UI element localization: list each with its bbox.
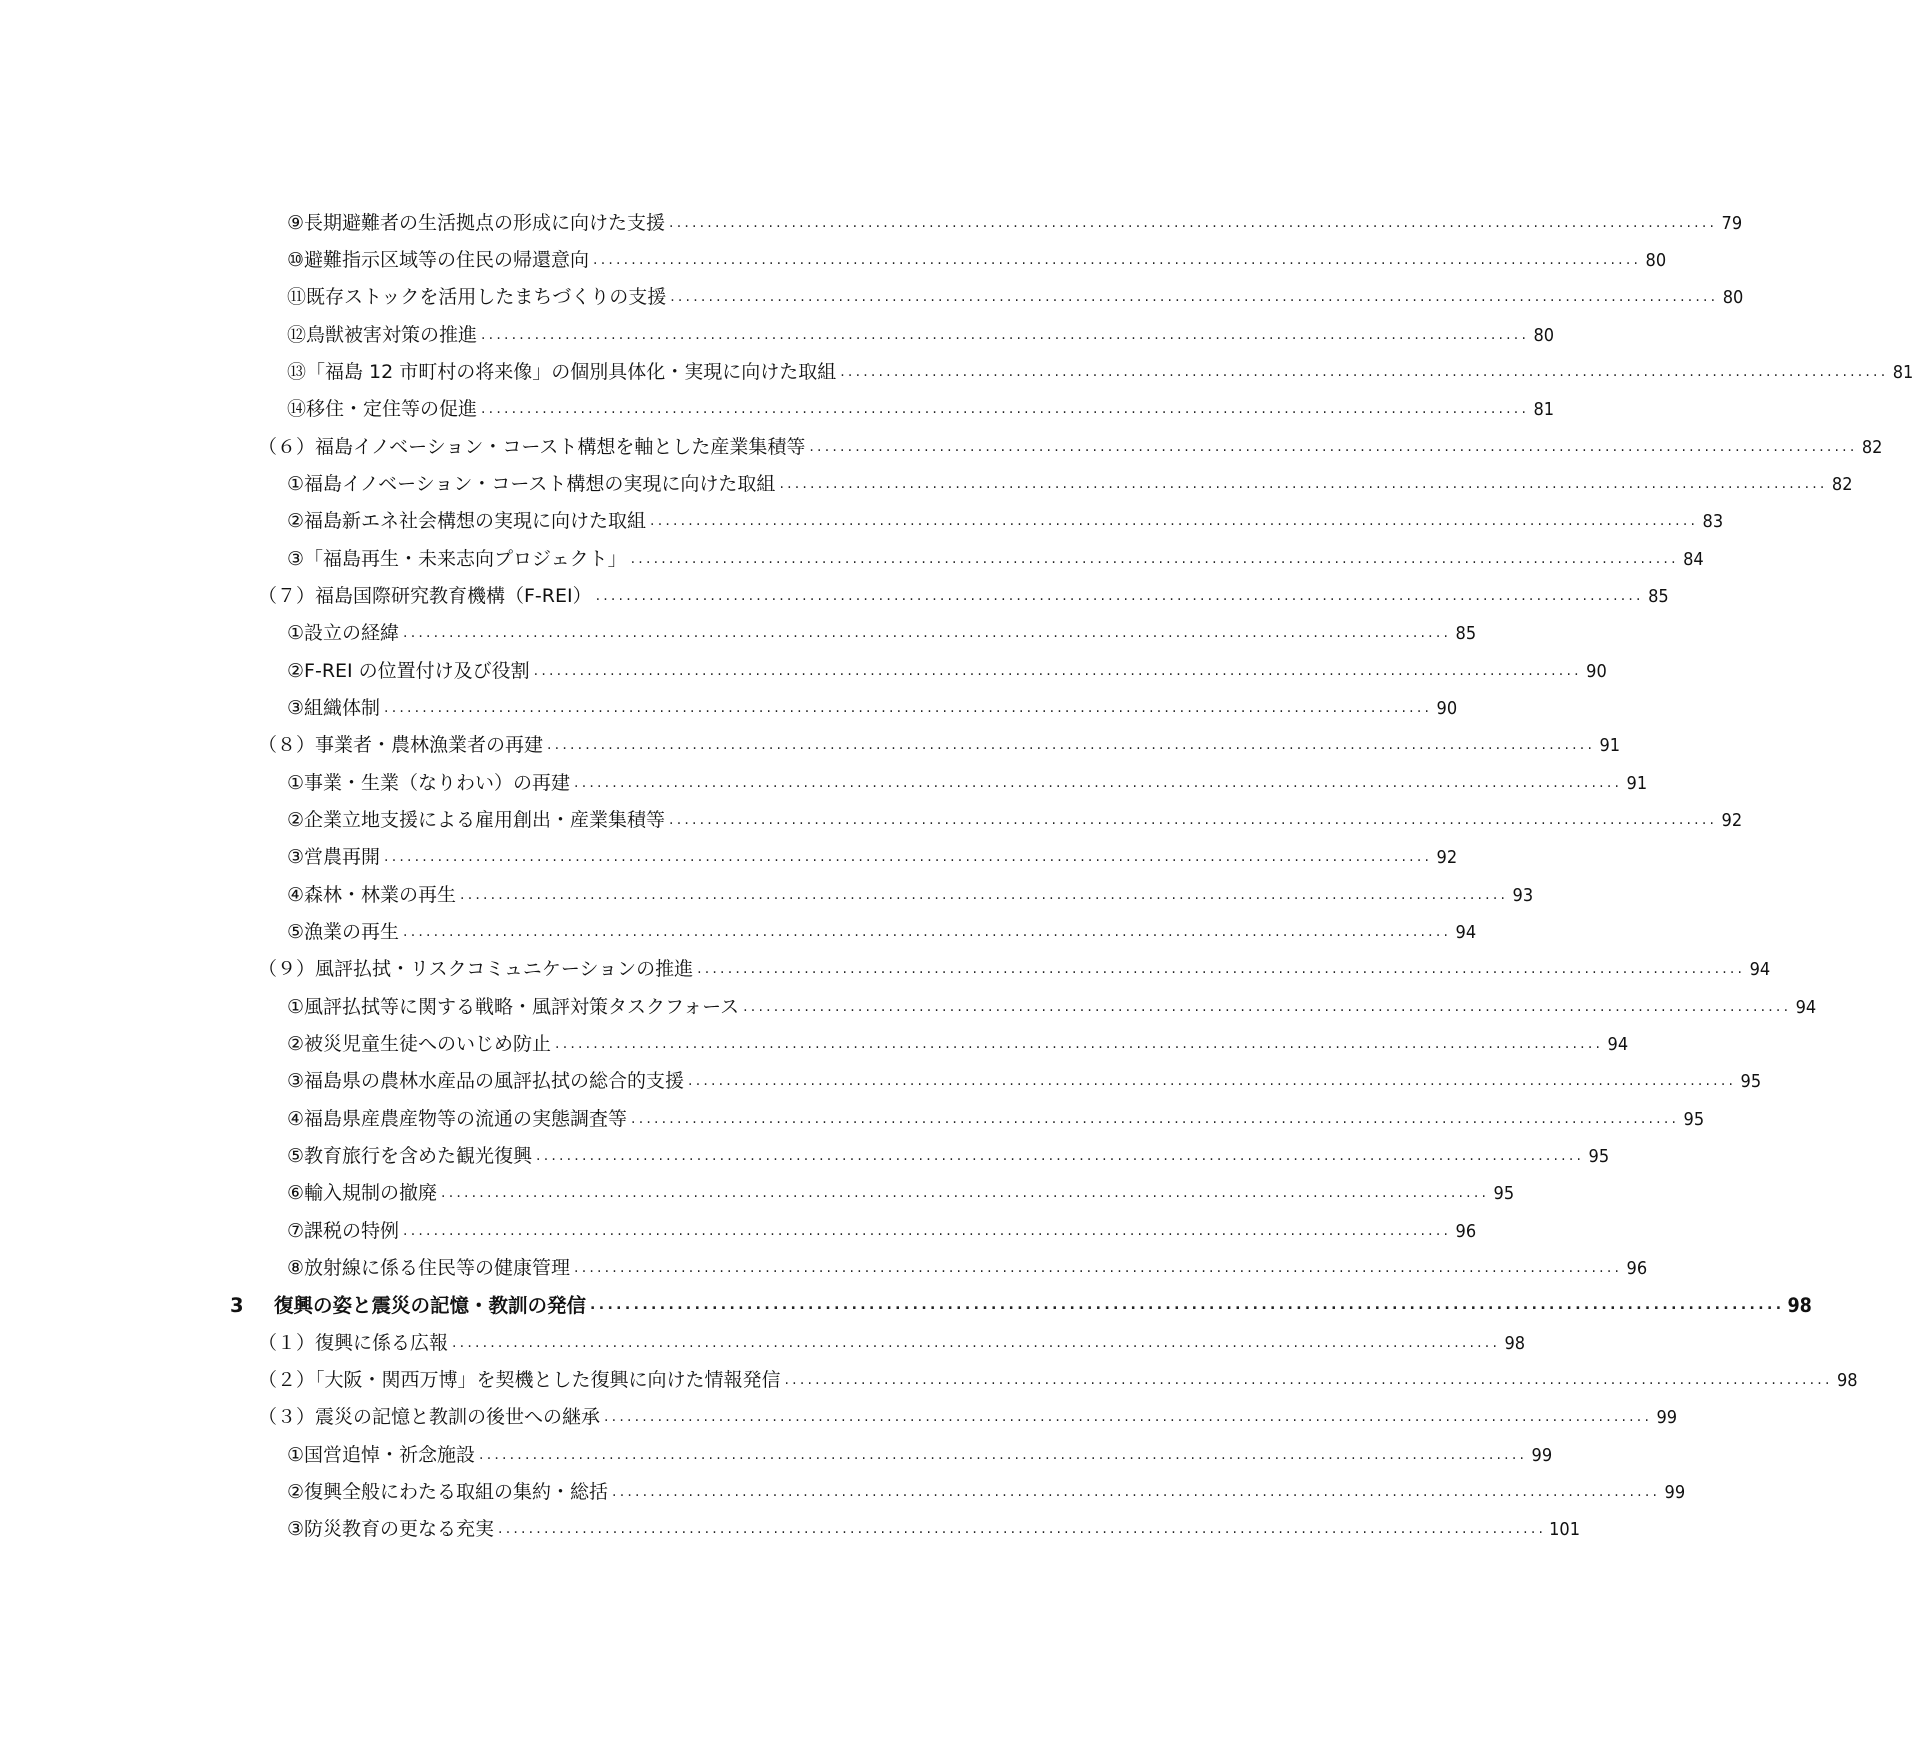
toc-entry-page: 85 <box>1648 586 1669 607</box>
toc-entry[interactable] <box>287 839 1458 876</box>
toc-entry[interactable] <box>287 1063 1762 1100</box>
toc-entry-page: 82 <box>1861 437 1883 458</box>
toc-entry-title: ⑩避難指示区域等の住民の帰還意向 <box>287 249 590 271</box>
dot-leader: ......................................................................................................................................... <box>441 1185 1490 1201</box>
toc-entry-title: ⑧放射線に係る住民等の健康管理 <box>287 1257 571 1279</box>
toc-entry[interactable] <box>287 1213 1477 1250</box>
toc-entry[interactable] <box>287 989 1817 1026</box>
dot-leader: ......................................................................................................................................... <box>384 700 1433 716</box>
dot-leader: ......................................................................................................................................... <box>481 401 1530 417</box>
toc-entry[interactable] <box>258 429 1883 466</box>
dot-leader: ......................................................................................................................................... <box>384 849 1433 865</box>
dot-leader: ......................................................................................................................................... <box>547 737 1596 753</box>
toc-entry-page: 95 <box>1740 1071 1762 1092</box>
toc-entry-title: （３）震災の記憶と教訓の後世への継承 <box>258 1406 601 1428</box>
toc-entry[interactable] <box>287 1437 1553 1474</box>
dot-leader: ......................................................................................................................................... <box>479 1447 1528 1463</box>
toc-entry[interactable] <box>287 1175 1515 1212</box>
toc-entry-title: （６）福島イノベーション・コースト構想を軸とした産業集積等 <box>258 436 806 458</box>
toc-entry-page: 98 <box>1787 1294 1812 1317</box>
dot-leader: ......................................................................................................................................... <box>688 1073 1737 1089</box>
toc-entry-page: 94 <box>1607 1034 1629 1055</box>
toc-entry-title: ⑬「福島 12 市町村の将来像」の個別具体化・実現に向けた取組 <box>287 361 837 383</box>
dot-leader: ......................................................................................................................................... <box>574 1260 1623 1276</box>
toc-entry-page: 101 <box>1549 1519 1581 1540</box>
toc-entry-page: 96 <box>1455 1221 1477 1242</box>
toc-entry-page: 85 <box>1455 623 1477 644</box>
toc-entry-page: 96 <box>1626 1258 1648 1279</box>
dot-leader: ......................................................................................................................................... <box>743 999 1792 1015</box>
dot-leader: ......................................................................................................................................... <box>533 663 1582 679</box>
toc-entry-title: ②企業立地支援による雇用創出・産業集積等 <box>287 809 666 831</box>
toc-entry-title: ④森林・林業の再生 <box>287 884 457 906</box>
dot-leader: ......................................................................................................................................... <box>590 1297 1785 1313</box>
dot-leader: ......................................................................................................................................... <box>669 215 1718 231</box>
toc-entry-title: ⑥輸入規制の撤廃 <box>287 1182 438 1204</box>
toc-entry[interactable] <box>287 391 1555 428</box>
toc-entry[interactable] <box>287 279 1744 316</box>
toc-entry[interactable] <box>287 503 1724 540</box>
toc-entry[interactable] <box>287 653 1607 690</box>
toc-entry[interactable] <box>287 242 1667 279</box>
dot-leader: ......................................................................................................................................... <box>697 961 1746 977</box>
dot-leader: ......................................................................................................................................... <box>784 1372 1833 1388</box>
toc-entry[interactable] <box>258 1399 1678 1436</box>
toc-entry-title: ⑪既存ストックを活用したまちづくりの支援 <box>287 286 667 308</box>
toc-entry-page: 99 <box>1531 1445 1553 1466</box>
toc-entry-page: 92 <box>1436 847 1458 868</box>
toc-entry[interactable] <box>287 765 1648 802</box>
toc-entry[interactable] <box>258 727 1621 764</box>
toc-entry-page: 94 <box>1455 922 1477 943</box>
toc-entry-title: （９）風評払拭・リスクコミュニケーションの推進 <box>258 958 694 980</box>
dot-leader: ......................................................................................................................................... <box>403 625 1452 641</box>
toc-entry-title: ③福島県の農林水産品の風評払拭の総合的支援 <box>287 1070 685 1092</box>
dot-leader: ......................................................................................................................................... <box>809 439 1858 455</box>
toc-entry-page: 93 <box>1512 885 1534 906</box>
toc-entry-title: ③「福島再生・未来志向プロジェクト」 <box>287 548 627 570</box>
toc-entry-title: ⑨長期避難者の生活拠点の形成に向けた支援 <box>287 212 666 234</box>
toc-entry[interactable] <box>287 1138 1610 1175</box>
toc-entry[interactable] <box>287 914 1477 951</box>
toc-entry-title: ②F-REI の位置付け及び役割 <box>287 660 530 682</box>
toc-entry-page: 91 <box>1626 773 1648 794</box>
toc-entry[interactable] <box>287 466 1853 503</box>
toc-entry-page: 80 <box>1722 287 1744 308</box>
toc-entry-page: 81 <box>1892 362 1913 383</box>
dot-leader: ......................................................................................................................................... <box>498 1521 1547 1537</box>
toc-entry-page: 80 <box>1533 325 1555 346</box>
dot-leader: ......................................................................................................................................... <box>452 1335 1501 1351</box>
toc-entry-page: 99 <box>1656 1407 1678 1428</box>
toc-entry-page: 82 <box>1831 474 1853 495</box>
toc-entry-title: ①風評払拭等に関する戦略・風評対策タスクフォース <box>287 996 740 1018</box>
toc-entry[interactable] <box>258 1362 1858 1399</box>
toc-entry[interactable] <box>230 1287 1812 1324</box>
toc-entry[interactable] <box>287 1511 1581 1548</box>
toc-entry-title: ⑭移住・定住等の促進 <box>287 398 478 420</box>
toc-entry[interactable] <box>287 1101 1705 1138</box>
toc-entry-title: ⑦課税の特例 <box>287 1220 400 1242</box>
toc-entry-title: ①設立の経緯 <box>287 622 400 644</box>
dot-leader: ......................................................................................................................................... <box>630 551 1679 567</box>
toc-entry-page: 95 <box>1493 1183 1515 1204</box>
dot-leader: ......................................................................................................................................... <box>403 924 1452 940</box>
dot-leader: ......................................................................................................................................... <box>612 1484 1661 1500</box>
dot-leader: ......................................................................................................................................... <box>631 1111 1680 1127</box>
dot-leader: ......................................................................................................................................... <box>460 887 1509 903</box>
toc-entry[interactable] <box>287 877 1534 914</box>
toc-entry-title: ①福島イノベーション・コースト構想の実現に向けた取組 <box>287 473 776 495</box>
toc-entry[interactable] <box>287 317 1555 354</box>
toc-entry-page: 83 <box>1702 511 1724 532</box>
toc-entry[interactable] <box>258 951 1771 988</box>
toc-entry[interactable] <box>287 690 1458 727</box>
toc-entry-title: ②福島新エネ社会構想の実現に向けた取組 <box>287 510 647 532</box>
toc-entry[interactable] <box>258 578 1669 615</box>
dot-leader: ......................................................................................................................................... <box>840 364 1889 380</box>
dot-leader: ......................................................................................................................................... <box>595 588 1644 604</box>
toc-entry[interactable] <box>287 354 1913 391</box>
toc-entry[interactable] <box>258 1325 1526 1362</box>
toc-entry-title: ①国営追悼・祈念施設 <box>287 1444 476 1466</box>
toc-entry-page: 81 <box>1533 399 1555 420</box>
toc-entry-title: （７）福島国際研究教育機構（F-REI） <box>258 585 592 607</box>
toc-entry-title: ⑤漁業の再生 <box>287 921 400 943</box>
toc-entry-page: 95 <box>1683 1109 1705 1130</box>
toc-entry[interactable] <box>287 615 1477 652</box>
toc-entry-title: ③組織体制 <box>287 697 381 719</box>
toc-entry-title: ①事業・生業（なりわい）の再建 <box>287 772 571 794</box>
dot-leader: ......................................................................................................................................... <box>536 1148 1585 1164</box>
toc-entry[interactable] <box>287 802 1743 839</box>
toc-entry-page: 98 <box>1504 1333 1526 1354</box>
toc-entry-page: 95 <box>1588 1146 1610 1167</box>
dot-leader: ......................................................................................................................................... <box>555 1036 1604 1052</box>
dot-leader: ......................................................................................................................................... <box>403 1223 1452 1239</box>
toc-entry[interactable] <box>287 1026 1629 1063</box>
dot-leader: ......................................................................................................................................... <box>481 327 1530 343</box>
toc-entry-page: 84 <box>1683 549 1704 570</box>
toc-entry-page: 90 <box>1586 661 1607 682</box>
dot-leader: ......................................................................................................................................... <box>670 289 1719 305</box>
toc-entry-title: ④福島県産農産物等の流通の実態調査等 <box>287 1108 628 1130</box>
toc-entry[interactable] <box>287 205 1743 242</box>
toc-entry-page: 91 <box>1599 735 1621 756</box>
toc-entry-title: ⑫鳥獣被害対策の推進 <box>287 324 478 346</box>
dot-leader: ......................................................................................................................................... <box>650 513 1699 529</box>
toc-entry[interactable] <box>287 1474 1686 1511</box>
toc-entry-page: 90 <box>1436 698 1458 719</box>
toc-entry-title: 復興の姿と震災の記憶・教訓の発信 <box>274 1294 587 1317</box>
toc-entry-title: ②被災児童生徒へのいじめ防止 <box>287 1033 552 1055</box>
toc-entry-title: （８）事業者・農林漁業者の再建 <box>258 734 544 756</box>
toc-entry[interactable] <box>287 541 1704 578</box>
toc-entry-page: 94 <box>1795 997 1817 1018</box>
toc-entry-page: 98 <box>1836 1370 1858 1391</box>
toc-entry-page: 80 <box>1645 250 1667 271</box>
toc-entry-title: ③営農再開 <box>287 846 381 868</box>
toc-entry[interactable] <box>287 1250 1648 1287</box>
toc-entry-page: 94 <box>1749 959 1771 980</box>
dot-leader: ......................................................................................................................................... <box>779 476 1828 492</box>
toc-entry-title: ③防災教育の更なる充実 <box>287 1518 495 1540</box>
toc-entry-number: 3 <box>230 1294 244 1317</box>
dot-leader: ......................................................................................................................................... <box>593 252 1642 268</box>
dot-leader: ......................................................................................................................................... <box>574 775 1623 791</box>
dot-leader: ......................................................................................................................................... <box>669 812 1718 828</box>
toc-entry-title: （２）「大阪・関西万博」を契機とした復興に向けた情報発信 <box>258 1369 781 1391</box>
toc-entry-title: ⑤教育旅行を含めた観光復興 <box>287 1145 533 1167</box>
toc-entry-page: 92 <box>1721 810 1743 831</box>
toc-entry-page: 99 <box>1664 1482 1686 1503</box>
toc-entry-page: 79 <box>1721 213 1743 234</box>
toc-entry-title: （１）復興に係る広報 <box>258 1332 449 1354</box>
dot-leader: ......................................................................................................................................... <box>604 1409 1653 1425</box>
toc-entry-title: ②復興全般にわたる取組の集約・総括 <box>287 1481 609 1503</box>
